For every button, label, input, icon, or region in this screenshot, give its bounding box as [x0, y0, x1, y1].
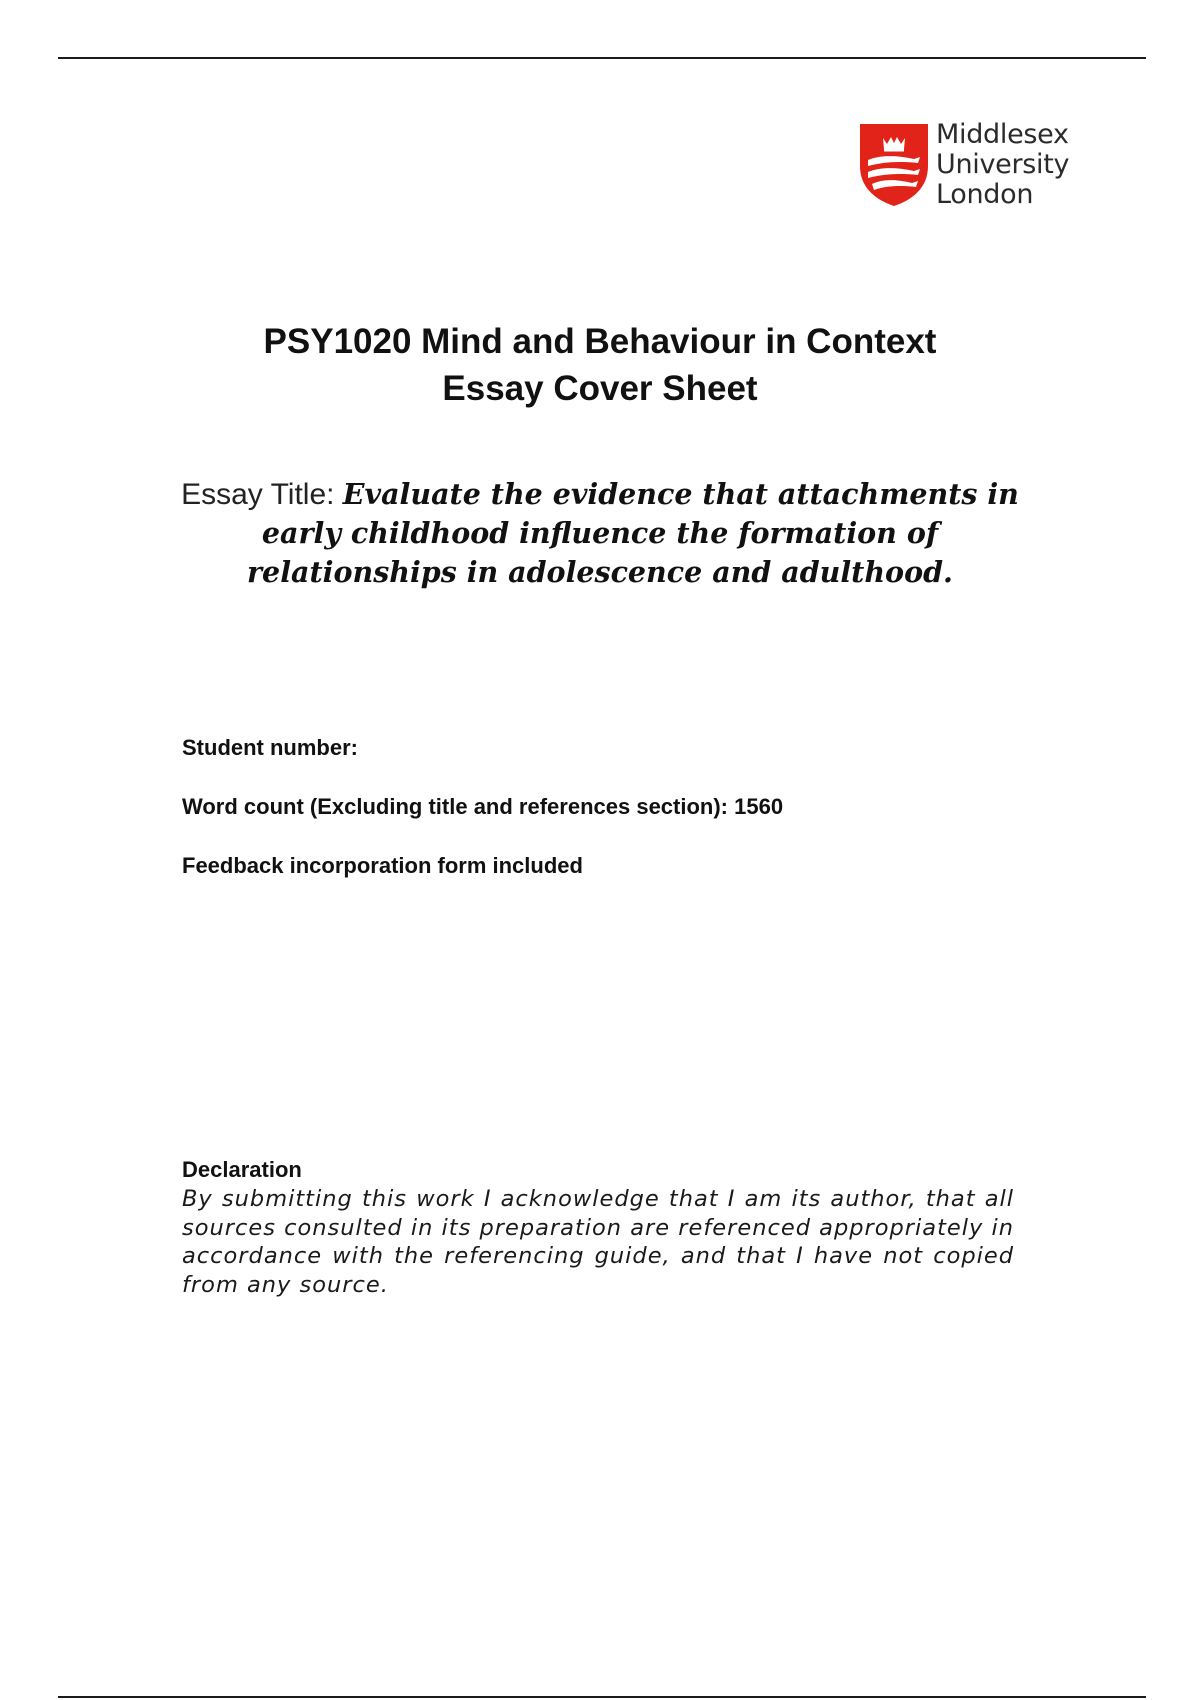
bottom-rule	[58, 1696, 1146, 1698]
university-logo	[858, 119, 1070, 210]
course-title: PSY1020 Mind and Behaviour in Context	[263, 322, 937, 361]
sheet-title: Essay Cover Sheet	[442, 369, 758, 408]
logo-line-2: University	[936, 149, 1070, 180]
logo-wordmark	[936, 120, 1069, 210]
declaration-text: By submitting this work I acknowledge that I am its author, that all sources consulted in its preparation are referenced appropriately in accordance with the referencing guide, and that I have not copied from any source.	[182, 1186, 1014, 1298]
essay-title-value: Evaluate the evidence that attachments in early childhood influence the formation of relationships in adolescence and adulthood.	[247, 477, 1019, 589]
essay-title-block	[180, 475, 1020, 592]
word-count-field: Word count (Excluding title and references section): 1560	[182, 794, 784, 819]
student-number-field: Student number:	[182, 735, 358, 760]
crest-icon	[858, 122, 930, 208]
top-rule	[58, 57, 1146, 59]
logo-line-3: London	[936, 179, 1034, 210]
logo-line-1: Middlesex	[936, 119, 1069, 150]
page-title	[0, 318, 1200, 412]
essay-title-label: Essay Title:	[181, 478, 343, 511]
declaration-heading: Declaration	[182, 1157, 302, 1182]
feedback-form-field: Feedback incorporation form included	[182, 853, 583, 878]
